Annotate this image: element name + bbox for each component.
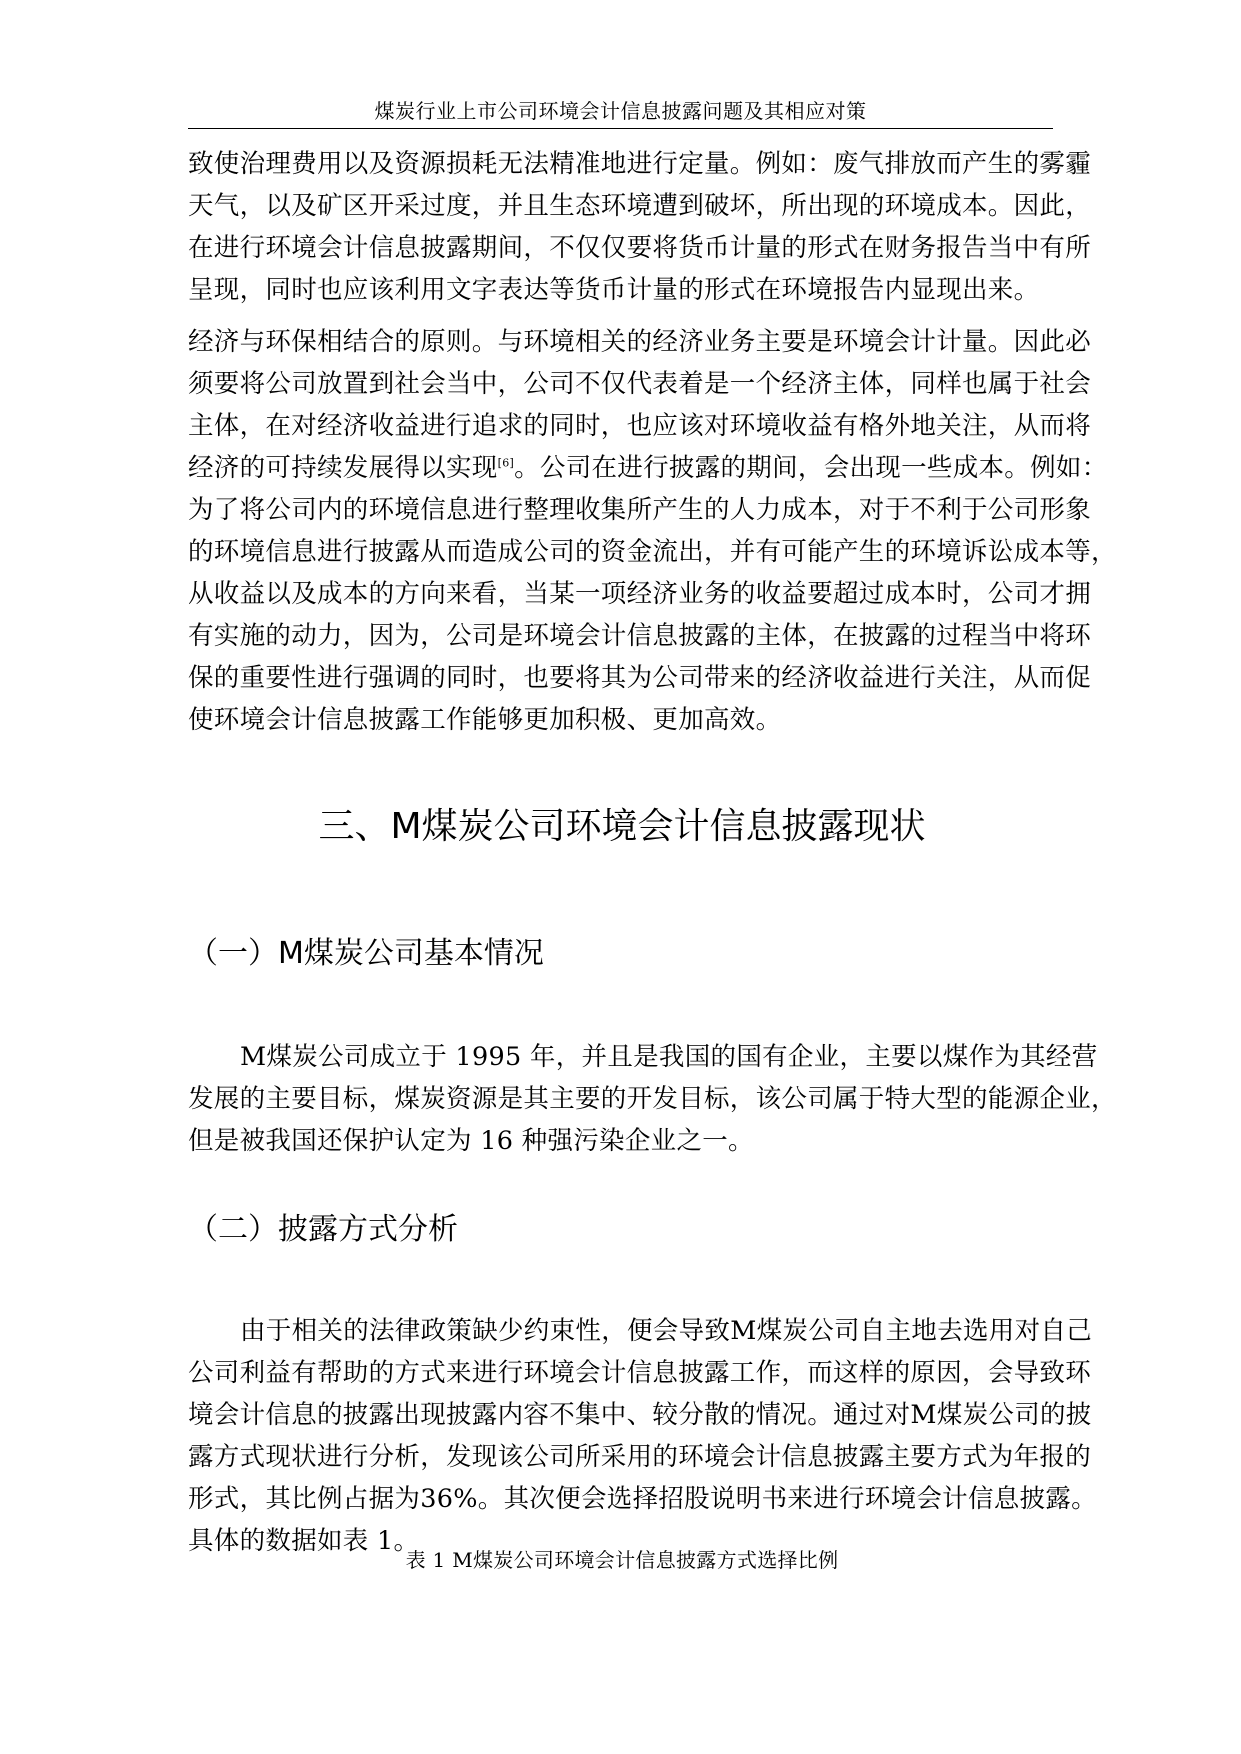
paragraph-line: 呈现，同时也应该利用文字表达等货币计量的形式在环境报告内显现出来。 — [188, 275, 1040, 305]
section-title: 三、M煤炭公司环境会计信息披露现状 — [318, 806, 926, 847]
paragraph-line: 使环境会计信息披露工作能够更加积极、更加高效。 — [188, 705, 782, 735]
paragraph-line-with-citation — [188, 447, 1108, 489]
paragraph-line: M煤炭公司成立于 1995 年，并且是我国的国有企业，主要以煤作为其经营 — [240, 1042, 1098, 1072]
paragraph-line: 露方式现状进行分析，发现该公司所采用的环境会计信息披露主要方式为年报的 — [188, 1442, 1092, 1472]
running-header: 煤炭行业上市公司环境会计信息披露问题及其相应对策 — [188, 98, 1053, 129]
subsection-title-disclosure-methods: （二）披露方式分析 — [188, 1212, 458, 1247]
paragraph-line: 为了将公司内的环境信息进行整理收集所产生的人力成本，对于不利于公司形象 — [188, 495, 1092, 525]
paragraph-line: 形式，其比例占据为36%。其次便会选择招股说明书来进行环境会计信息披露。 — [188, 1484, 1097, 1514]
paragraph-line: 的环境信息进行披露从而造成公司的资金流出，并有可能产生的环境诉讼成本等， — [188, 537, 1117, 567]
paragraph-line: 具体的数据如表 1。 — [188, 1526, 420, 1556]
paragraph-line: 须要将公司放置到社会当中，公司不仅代表着是一个经济主体，同样也属于社会 — [188, 369, 1092, 399]
paragraph-line: 保的重要性进行强调的同时，也要将其为公司带来的经济收益进行关注，从而促 — [188, 663, 1092, 693]
paragraph-line: 致使治理费用以及资源损耗无法精准地进行定量。例如：废气排放而产生的雾霾 — [188, 149, 1092, 179]
disclosure-methods-paragraph — [188, 1310, 1097, 1562]
paragraph-line: 由于相关的法律政策缺少约束性，便会导致M煤炭公司自主地去选用对自己 — [240, 1316, 1093, 1346]
paragraph-line: 发展的主要目标，煤炭资源是其主要的开发目标，该公司属于特大型的能源企业， — [188, 1084, 1117, 1114]
paragraph-line: 从收益以及成本的方向来看，当某一项经济业务的收益要超过成本时，公司才拥 — [188, 579, 1092, 609]
paragraph-line: 境会计信息的披露出现披露内容不集中、较分散的情况。通过对M煤炭公司的披 — [188, 1400, 1092, 1430]
table-caption: 表 1 M煤炭公司环境会计信息披露方式选择比例 — [405, 1548, 839, 1572]
paragraph-line: 主体，在对经济收益进行追求的同时，也应该对环境收益有格外地关注，从而将 — [188, 411, 1092, 441]
basic-info-paragraph — [188, 1036, 1117, 1162]
paragraph-line: 经济与环保相结合的原则。与环境相关的经济业务主要是环境会计计量。因此必 — [188, 327, 1092, 357]
line-text-before-citation: 经济的可持续发展得以实现 — [188, 453, 498, 483]
paragraph-line: 有实施的动力，因为，公司是环境会计信息披露的主体，在披露的过程当中将环 — [188, 621, 1092, 651]
citation-marker: [6] — [497, 456, 515, 470]
principle-paragraph — [188, 321, 1117, 741]
line-text-after-citation: 。公司在进行披露的期间，会出现一些成本。例如： — [514, 453, 1108, 483]
subsection-title-basic-info: （一）M煤炭公司基本情况 — [188, 936, 544, 971]
intro-paragraph — [188, 143, 1092, 311]
paragraph-line: 但是被我国还保护认定为 16 种强污染企业之一。 — [188, 1126, 754, 1156]
paragraph-line: 公司利益有帮助的方式来进行环境会计信息披露工作，而这样的原因，会导致环 — [188, 1358, 1092, 1388]
paragraph-line: 天气，以及矿区开采过度，并且生态环境遭到破坏，所出现的环境成本。因此， — [188, 191, 1092, 221]
paragraph-line: 在进行环境会计信息披露期间，不仅仅要将货币计量的形式在财务报告当中有所 — [188, 233, 1092, 263]
